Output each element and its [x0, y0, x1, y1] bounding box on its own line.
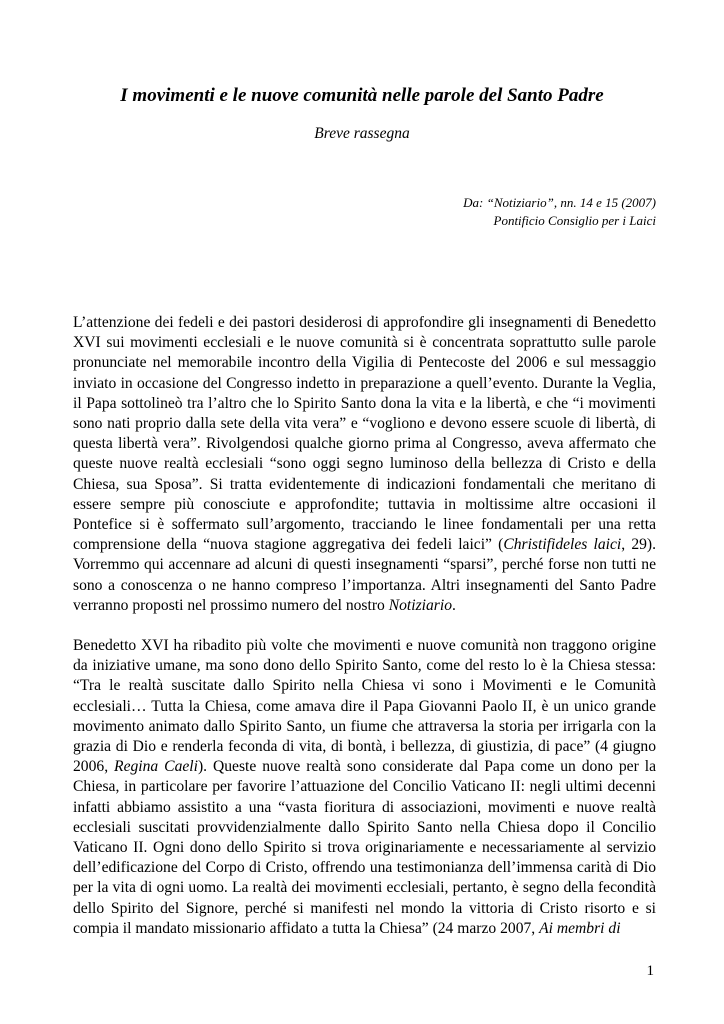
paragraph-1-text-a: L’attenzione dei fedeli e dei pastori desiderosi di approfondire gli insegnamenti di Benedetto XVI sui movimenti ecclesiali e le nuove comunità si è concentrata soprattutto sulle parole pronunciate nel memorabile incontro della Vigilia di Pentecoste del 2006 e sul messaggio inviato in occasione del Congresso indetto in preparazione a quell’evento. Durante la Veglia, il Papa sottolineò tra l’altro che lo Spirito Santo dona la vita e la libertà, e che “i movimenti sono nati proprio dalla sete della vita vera” e “vogliono e devono essere scuole di libertà, di questa libertà vera”. Rivolgendosi qualche giorno prima al Congresso, aveva affermato che queste nuove realtà ecclesiali “sono oggi segno luminoso della bellezza di Cristo e della Chiesa, sua Sposa”. Si tratta evidentemente di indicazioni fondamentali che meritano di essere sempre più conosciute e approfondite; tuttavia in moltissime altre occasioni il Pontefice si è soffermato sull’argomento, tracciando le linee fondamentali per una retta comprensione della “nuova stagione aggregativa dei fedeli laici” ( [73, 314, 656, 554]
page-number: 1 [646, 963, 654, 979]
document-title: I movimenti e le nuove comunità nelle parole del Santo Padre [120, 85, 604, 106]
paragraph-1 [73, 313, 656, 616]
paragraph-1-text-b: , 29). Vorremmo qui accennare ad alcuni di questi insegnamenti “sparsi”, perché forse non tutti ne sono a conoscenza o ne hanno compreso l’importanza. Altri insegnamenti del Santo Padre verranno proposti nel prossimo numero del nostro [73, 536, 656, 614]
paragraph-1-text-c: . [452, 596, 456, 614]
paragraph-2-italic-b: Ai membri di [539, 919, 621, 937]
paragraph-1-italic-b: Notiziario [388, 596, 452, 614]
document-subtitle: Breve rassegna [314, 125, 410, 142]
source-line-1: Da: “Notiziario”, nn. 14 e 15 (2007) [463, 195, 656, 210]
paragraph-2-text-b: ). Queste nuove realtà sono considerate dal Papa come un dono per la Chiesa, in particolare per favorire l’attuazione del Concilio Vaticano II: negli ultimi decenni infatti abbiamo assistito a una “vasta fioritura di associazioni, movimenti e nuove realtà ecclesiali suscitati provvidenzialmente dallo Spirito Santo nella Chiesa dopo il Concilio Vaticano II. Ogni dono dello Spirito si trova originariamente e necessariamente al servizio dell’edificazione del Corpo di Cristo, offrendo una testimonianza dell’immensa carità di Dio per la vita di ogni uomo. La realtà dei movimenti ecclesiali, pertanto, è segno della fecondità dello Spirito del Signore, perché si manifesti nel mondo la vittoria di Cristo risorto e si compia il mandato missionario affidato a tutta la Chiesa” (24 marzo 2007, [73, 758, 656, 937]
document-body [73, 313, 656, 939]
paragraph-1-italic-a: Christifideles laici [503, 536, 622, 554]
paragraph-2-text-a: Benedetto XVI ha ribadito più volte che movimenti e nuove comunità non traggono origine da iniziative umane, ma sono dono dello Spirito Santo, come del resto lo è la Chiesa stessa: “Tra le realtà suscitate dallo Spirito nella Chiesa vi sono i Movimenti e le Comunità ecclesiali… Tutta la Chiesa, come amava dire il Papa Giovanni Paolo II, è un unico grande movimento animato dallo Spirito Santo, un fiume che attraversa la storia per irrigarla con la grazia di Dio e renderla feconda di vita, di bontà, i bellezza, di giustizia, di pace” (4 giugno 2006, [73, 637, 656, 776]
source-line-2: Pontificio Consiglio per i Laici [493, 213, 656, 228]
source-reference [463, 194, 656, 230]
paragraph-2-italic-a: Regina Caeli [114, 758, 198, 776]
paragraph-2 [73, 636, 656, 939]
